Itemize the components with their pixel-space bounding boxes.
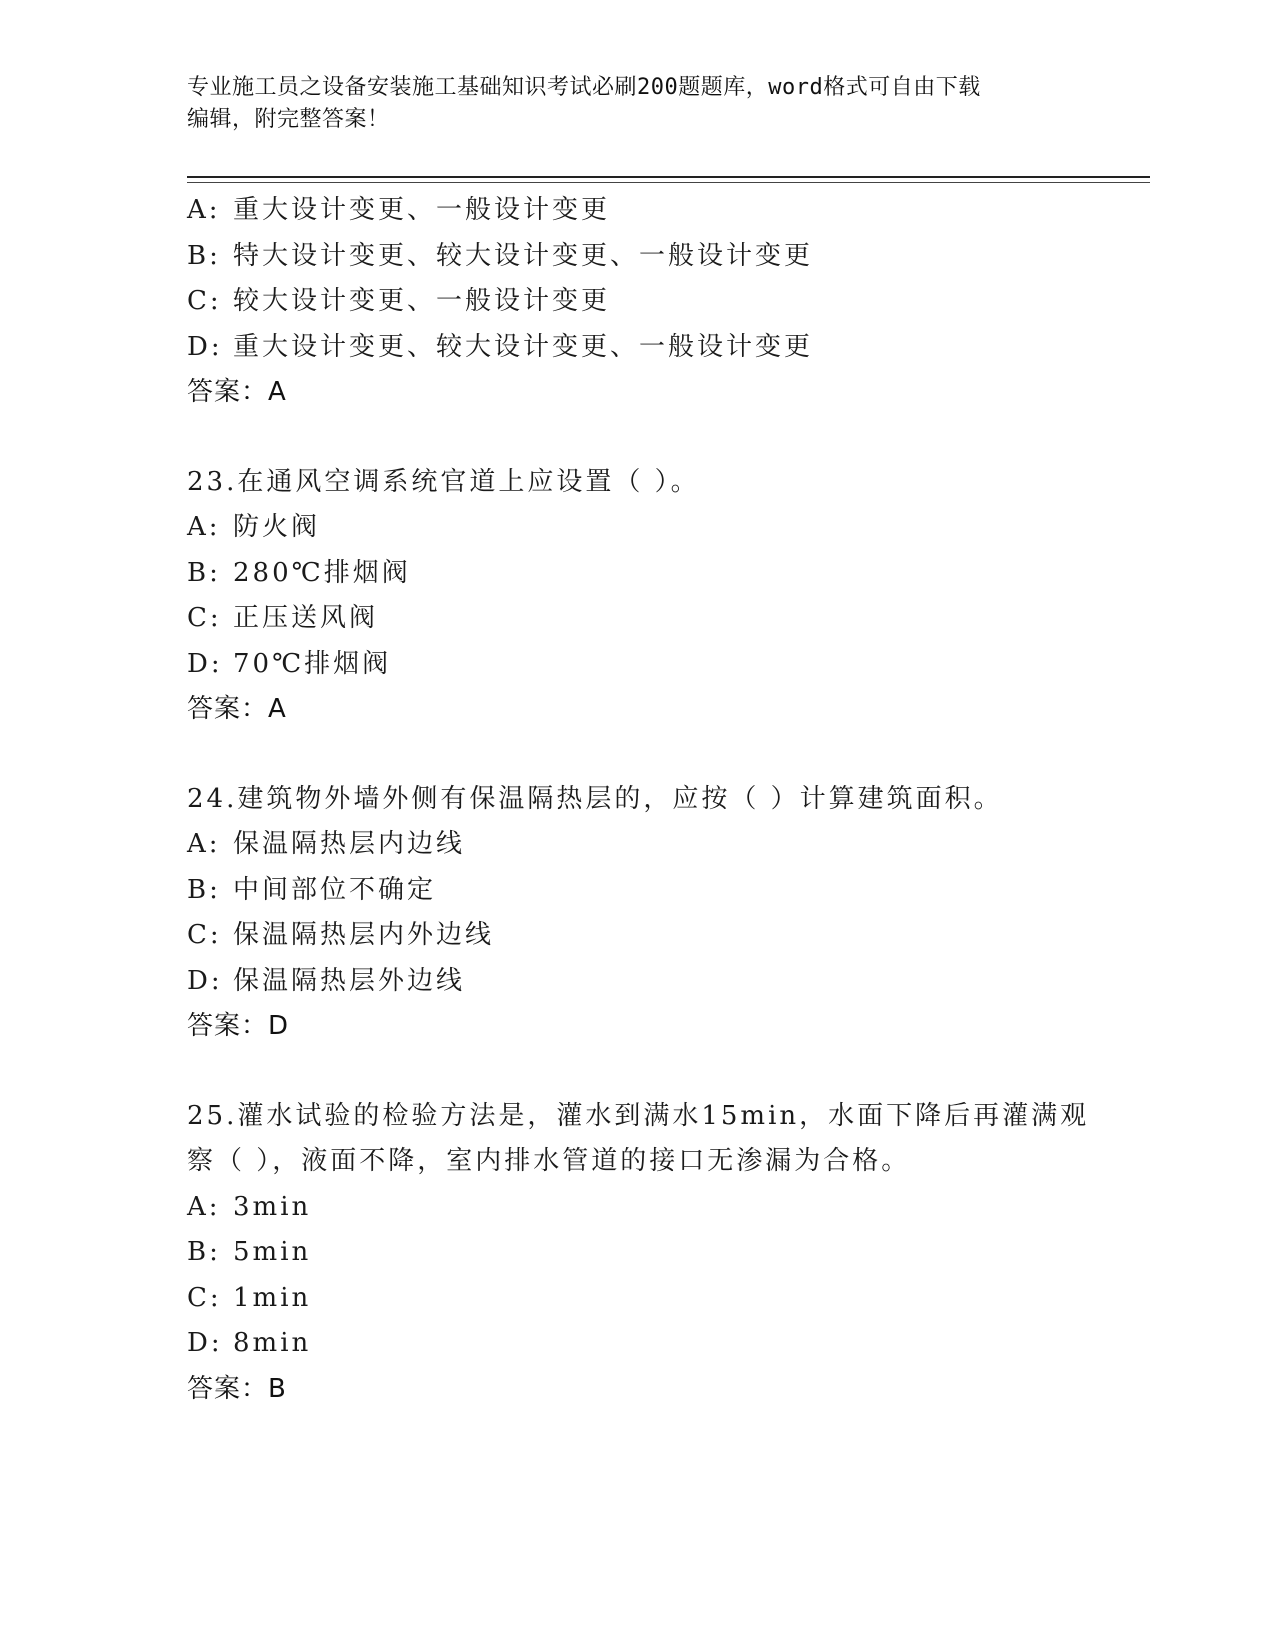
option-label: D: <box>187 331 223 362</box>
option-d <box>187 1321 1087 1367</box>
option-label: D: <box>187 648 223 679</box>
option-text: 3min <box>233 1191 312 1222</box>
option-text: 正压送风阀 <box>233 603 379 633</box>
question-25-block <box>187 1094 1090 1413</box>
option-label: C: <box>187 1282 222 1313</box>
answer-line: 答案：B <box>187 1373 287 1404</box>
option-b <box>187 868 1087 914</box>
option-a <box>187 505 1087 551</box>
option-label: B: <box>187 557 221 588</box>
option-label: C: <box>187 920 222 950</box>
option-label: A: <box>187 829 221 859</box>
option-text: 保温隔热层外边线 <box>233 965 466 996</box>
option-text: 重大设计变更、一般设计变更 <box>233 195 611 225</box>
option-b <box>187 1230 1087 1276</box>
option-b <box>187 551 1087 597</box>
option-d <box>187 959 1087 1005</box>
option-text: 较大设计变更、一般设计变更 <box>233 286 611 316</box>
option-d <box>187 325 1087 371</box>
question-22-block <box>187 188 1087 416</box>
option-b <box>187 234 1087 280</box>
option-c <box>187 913 1087 959</box>
option-text: 特大设计变更、较大设计变更、一般设计变更 <box>233 240 814 271</box>
option-text: 防火阀 <box>233 512 321 542</box>
option-text: 中间部位不确定 <box>233 874 437 905</box>
answer-line: 答案：A <box>187 377 287 407</box>
option-text: 保温隔热层内边线 <box>233 829 466 859</box>
option-label: B: <box>187 1237 221 1267</box>
header-title-line-2: 编辑，附完整答案！ <box>187 107 390 132</box>
option-d <box>187 642 1087 688</box>
option-c <box>187 279 1087 325</box>
option-a <box>187 822 1087 868</box>
option-label: D: <box>187 965 223 996</box>
answer-line: 答案：D <box>187 1011 290 1041</box>
option-label: D: <box>187 1328 223 1358</box>
option-c <box>187 596 1087 642</box>
option-text: 重大设计变更、较大设计变更、一般设计变更 <box>233 331 814 362</box>
question-text: 24.建筑物外墙外侧有保温隔热层的，应按（ ）计算建筑面积。 <box>187 783 1003 814</box>
option-text: 5min <box>233 1237 312 1267</box>
question-list <box>187 188 1090 1412</box>
question-text: 23.在通风空调系统官道上应设置（ ）。 <box>187 466 700 497</box>
option-c <box>187 1276 1087 1322</box>
option-label: A: <box>187 195 221 225</box>
option-label: A: <box>187 1191 221 1222</box>
option-label: C: <box>187 286 222 316</box>
option-text: 8min <box>233 1328 312 1358</box>
option-label: B: <box>187 874 221 905</box>
option-a <box>187 1185 1087 1231</box>
header-divider-thick <box>187 176 1150 178</box>
question-23-block <box>187 460 1087 733</box>
answer-line: 答案：A <box>187 694 287 724</box>
spacer <box>187 733 1087 777</box>
header-title-line-1: 专业施工员之设备安装施工基础知识考试必刷200题题库，word格式可自由下载 <box>187 75 981 100</box>
option-text: 280℃排烟阀 <box>233 557 411 588</box>
spacer <box>187 416 1087 460</box>
option-text: 70℃排烟阀 <box>233 648 392 679</box>
spacer <box>187 1050 1087 1094</box>
question-24-block <box>187 777 1087 1050</box>
option-a <box>187 188 1087 234</box>
option-text: 1min <box>233 1282 312 1313</box>
option-label: B: <box>187 240 221 271</box>
header-divider-thin <box>187 182 1150 183</box>
option-label: A: <box>187 512 221 542</box>
option-text: 保温隔热层内外边线 <box>233 920 495 950</box>
document-header <box>187 72 1067 136</box>
option-label: C: <box>187 603 222 633</box>
question-text-line-1: 25.灌水试验的检验方法是，灌水到满水15min，水面下降后再灌满观 <box>187 1100 1090 1131</box>
question-text-line-2: 察（ ），液面不降，室内排水管道的接口无渗漏为合格。 <box>187 1146 911 1176</box>
